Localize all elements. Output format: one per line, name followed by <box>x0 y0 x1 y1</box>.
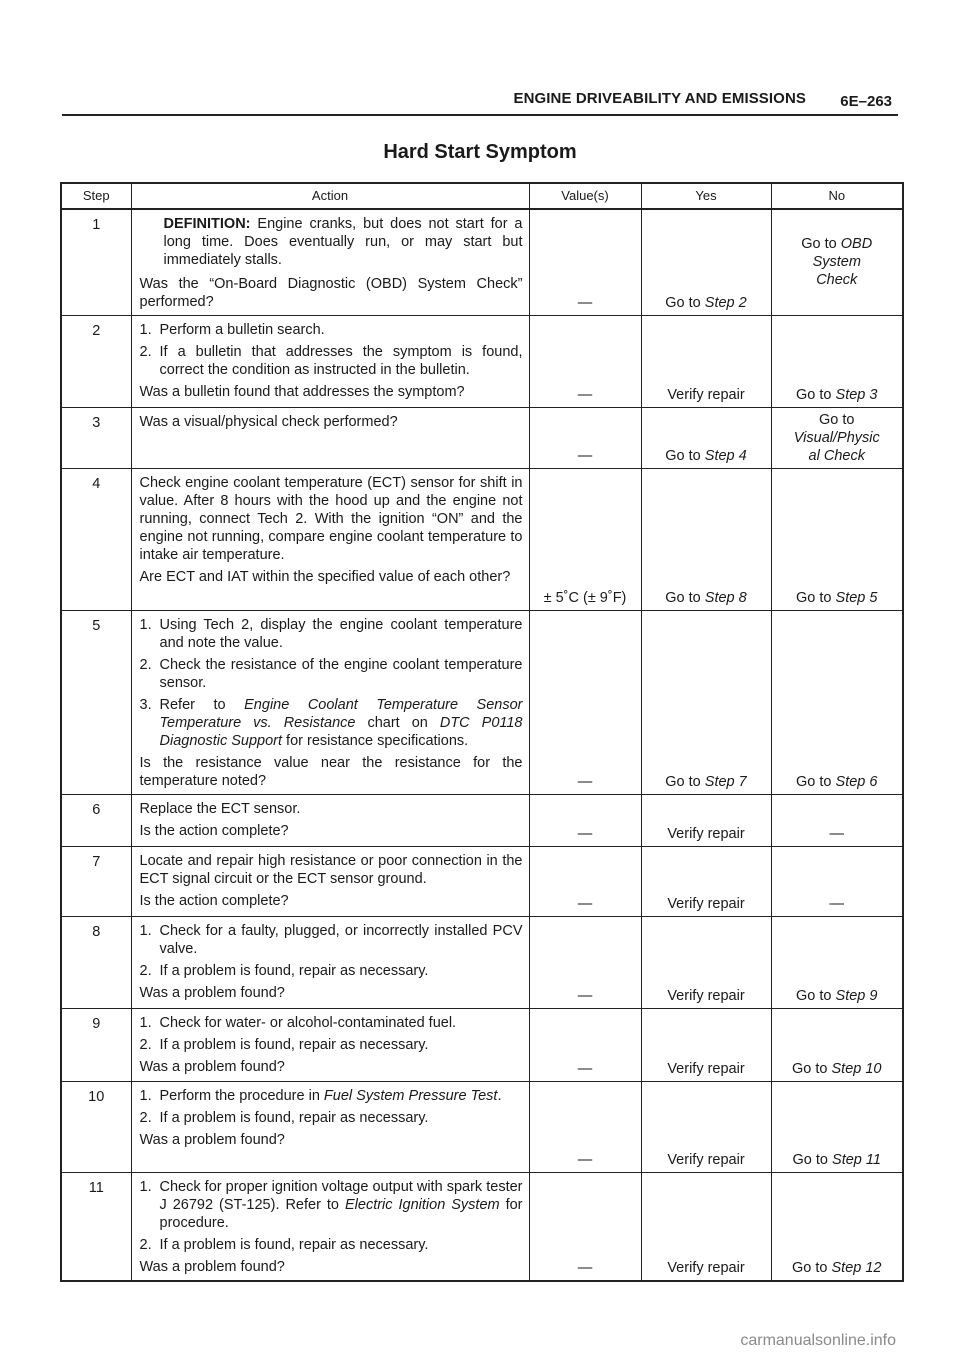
dtc-ref: DTC P0118 Diagnostic Support <box>159 715 523 749</box>
no-step-ref: Step 6 <box>835 774 878 790</box>
yes-cell <box>641 209 771 316</box>
yes-cell <box>641 408 771 469</box>
action-cell <box>131 611 529 795</box>
no-prefix: Go to <box>792 1260 832 1276</box>
step-number: 4 <box>61 469 131 611</box>
yes-cell: Verify repair <box>641 847 771 917</box>
table-row <box>61 316 903 408</box>
value-cell: — <box>529 209 641 316</box>
instruction: Replace the ECT sensor. <box>139 801 301 817</box>
yes-prefix: Go to <box>665 774 705 790</box>
list-item: 2. If a problem is found, repair as necessary. <box>139 1237 429 1253</box>
question: Is the action complete? <box>139 893 289 909</box>
table-row <box>61 611 903 795</box>
instruction: Locate and repair high resistance or poor connection in the ECT signal circuit or the ECT sensor ground. <box>139 853 523 887</box>
col-no: No <box>771 183 903 209</box>
watermark: carmanualsonline.info <box>740 1332 896 1349</box>
value-cell: — <box>529 408 641 469</box>
yes-prefix: Go to <box>665 295 705 311</box>
no-prefix: Go to <box>792 1152 833 1168</box>
list-item: 1. Check for a faulty, plugged, or incorrectly installed PCV valve. <box>139 923 523 957</box>
action-cell <box>131 1009 529 1082</box>
action-cell <box>131 1082 529 1173</box>
value-cell: — <box>529 1009 641 1082</box>
question: Was a bulletin found that addresses the symptom? <box>139 384 465 400</box>
no-prefix: Go to <box>819 412 855 428</box>
no-ref-2: al Check <box>808 448 865 464</box>
value-cell: — <box>529 316 641 408</box>
list-item: 1. Perform a bulletin search. <box>139 322 325 338</box>
step-number: 11 <box>61 1173 131 1282</box>
question: Was a problem found? <box>139 1259 285 1275</box>
step-number: 2 <box>61 316 131 408</box>
question: Was the “On-Board Diagnostic (OBD) System Check” performed? <box>139 276 523 310</box>
action-cell <box>131 209 529 316</box>
list-item: 1. Check for proper ignition voltage output with spark tester J 26792 (ST-125). Refer to Electric Ignition System for procedure. <box>139 1179 523 1231</box>
action-cell <box>131 847 529 917</box>
list-item: 2. Check the resistance of the engine coolant temperature sensor. <box>139 657 523 691</box>
table-header-row <box>61 183 903 209</box>
list-item: 2. If a problem is found, repair as necessary. <box>139 1110 429 1126</box>
yes-prefix: Go to <box>665 448 705 464</box>
col-step: Step <box>61 183 131 209</box>
col-values: Value(s) <box>529 183 641 209</box>
procedure-ref: Fuel System Pressure Test <box>323 1088 498 1104</box>
definition <box>140 215 523 269</box>
no-prefix: Go to <box>792 1061 832 1077</box>
yes-cell: Verify repair <box>641 1173 771 1282</box>
no-cell <box>771 917 903 1009</box>
step-number: 6 <box>61 795 131 847</box>
no-ref-1: OBD <box>840 236 873 252</box>
yes-cell <box>641 611 771 795</box>
table-row <box>61 917 903 1009</box>
table-row <box>61 1009 903 1082</box>
page-number: 6E–263 <box>840 93 892 110</box>
definition-label: DEFINITION: <box>163 216 251 232</box>
value-cell: — <box>529 917 641 1009</box>
value-cell: — <box>529 795 641 847</box>
header-rule <box>62 114 898 116</box>
action-cell <box>131 469 529 611</box>
no-cell <box>771 1173 903 1282</box>
page-header <box>62 86 898 116</box>
no-ref-1: Visual/Physic <box>793 430 880 446</box>
no-prefix: Go to <box>796 774 836 790</box>
no-step-ref: Step 5 <box>835 590 878 606</box>
chart-ref: Engine Coolant Temperature Sensor Temperature vs. Resistance <box>159 697 523 731</box>
list-item: 1. Using Tech 2, display the engine coolant temperature and note the value. <box>139 617 523 651</box>
table-row <box>61 209 903 316</box>
yes-step-ref: Step 7 <box>704 774 747 790</box>
col-yes: Yes <box>641 183 771 209</box>
table-row <box>61 1082 903 1173</box>
no-step-ref: Step 3 <box>835 387 878 403</box>
table-row <box>61 469 903 611</box>
yes-step-ref: Step 8 <box>704 590 747 606</box>
step-number: 9 <box>61 1009 131 1082</box>
table-row <box>61 795 903 847</box>
no-ref-2: System <box>812 254 861 270</box>
no-cell <box>771 408 903 469</box>
yes-step-ref: Step 4 <box>704 448 747 464</box>
step-number: 5 <box>61 611 131 795</box>
question: Was a problem found? <box>139 1059 285 1075</box>
step-number: 1 <box>61 209 131 316</box>
list-item: 3. Refer to Engine Coolant Temperature Sensor Temperature vs. Resistance chart on DTC P0118 Diagnostic Support for resistance specifications. <box>139 697 523 749</box>
list-item: 1. Check for water- or alcohol-contaminated fuel. <box>139 1015 457 1031</box>
question: Are ECT and IAT within the specified value of each other? <box>139 569 511 585</box>
yes-cell: Verify repair <box>641 1009 771 1082</box>
table-row <box>61 408 903 469</box>
value-cell: — <box>529 1173 641 1282</box>
no-cell <box>771 1082 903 1173</box>
table-row <box>61 1173 903 1282</box>
no-prefix: Go to <box>796 387 836 403</box>
action-cell <box>131 1173 529 1282</box>
action-cell: Was a visual/physical check performed? <box>131 408 529 469</box>
no-cell <box>771 1009 903 1082</box>
list-item: 1. Perform the procedure in Fuel System Pressure Test. <box>139 1088 502 1104</box>
yes-cell: Verify repair <box>641 316 771 408</box>
question: Is the action complete? <box>139 823 289 839</box>
yes-cell: Verify repair <box>641 917 771 1009</box>
action-cell <box>131 316 529 408</box>
no-cell <box>771 209 903 316</box>
question: Was a problem found? <box>139 1132 285 1148</box>
no-ref-3: Check <box>816 272 858 288</box>
yes-cell: Verify repair <box>641 1082 771 1173</box>
no-step-ref: Step 12 <box>831 1260 882 1276</box>
yes-cell <box>641 469 771 611</box>
step-number: 8 <box>61 917 131 1009</box>
yes-prefix: Go to <box>665 590 705 606</box>
question: Is the resistance value near the resistance for the temperature noted? <box>139 755 523 789</box>
yes-step-ref: Step 2 <box>704 295 747 311</box>
col-action: Action <box>131 183 529 209</box>
step-number: 7 <box>61 847 131 917</box>
value-cell: ± 5˚C (± 9˚F) <box>529 469 641 611</box>
list-item: 2. If a bulletin that addresses the symptom is found, correct the condition as instructed in the bulletin. <box>139 344 523 378</box>
instruction: Check engine coolant temperature (ECT) sensor for shift in value. After 8 hours with the hood up and the engine not running, connect Tech 2. With the ignition “ON” and the engine not running, compare engine coolant temperature to intake air temperature. <box>139 475 523 563</box>
question: Was a problem found? <box>139 985 285 1001</box>
value-cell: — <box>529 847 641 917</box>
no-cell <box>771 611 903 795</box>
no-cell <box>771 316 903 408</box>
list-item: 2. If a problem is found, repair as necessary. <box>139 963 429 979</box>
no-step-ref: Step 11 <box>832 1152 881 1168</box>
no-prefix: Go to <box>796 590 836 606</box>
list-item: 2. If a problem is found, repair as necessary. <box>139 1037 429 1053</box>
value-cell: — <box>529 1082 641 1173</box>
table-row <box>61 847 903 917</box>
step-number: 10 <box>61 1082 131 1173</box>
page-title: Hard Start Symptom <box>383 141 577 163</box>
no-prefix: Go to <box>796 988 836 1004</box>
step-number: 3 <box>61 408 131 469</box>
no-cell <box>771 469 903 611</box>
action-cell <box>131 795 529 847</box>
no-cell: — <box>771 847 903 917</box>
no-cell: — <box>771 795 903 847</box>
definition-text: Engine cranks, but does not start for a long time. Does eventually run, or may start but immediately stalls. <box>163 216 523 268</box>
value-cell: — <box>529 611 641 795</box>
no-step-ref: Step 10 <box>831 1061 882 1077</box>
yes-cell: Verify repair <box>641 795 771 847</box>
section-title: ENGINE DRIVEABILITY AND EMISSIONS <box>513 90 806 107</box>
no-step-ref: Step 9 <box>835 988 878 1004</box>
procedure-ref: Electric Ignition System <box>344 1197 500 1213</box>
diagnostic-table <box>60 182 904 1282</box>
no-prefix: Go to <box>801 236 841 252</box>
action-cell <box>131 917 529 1009</box>
